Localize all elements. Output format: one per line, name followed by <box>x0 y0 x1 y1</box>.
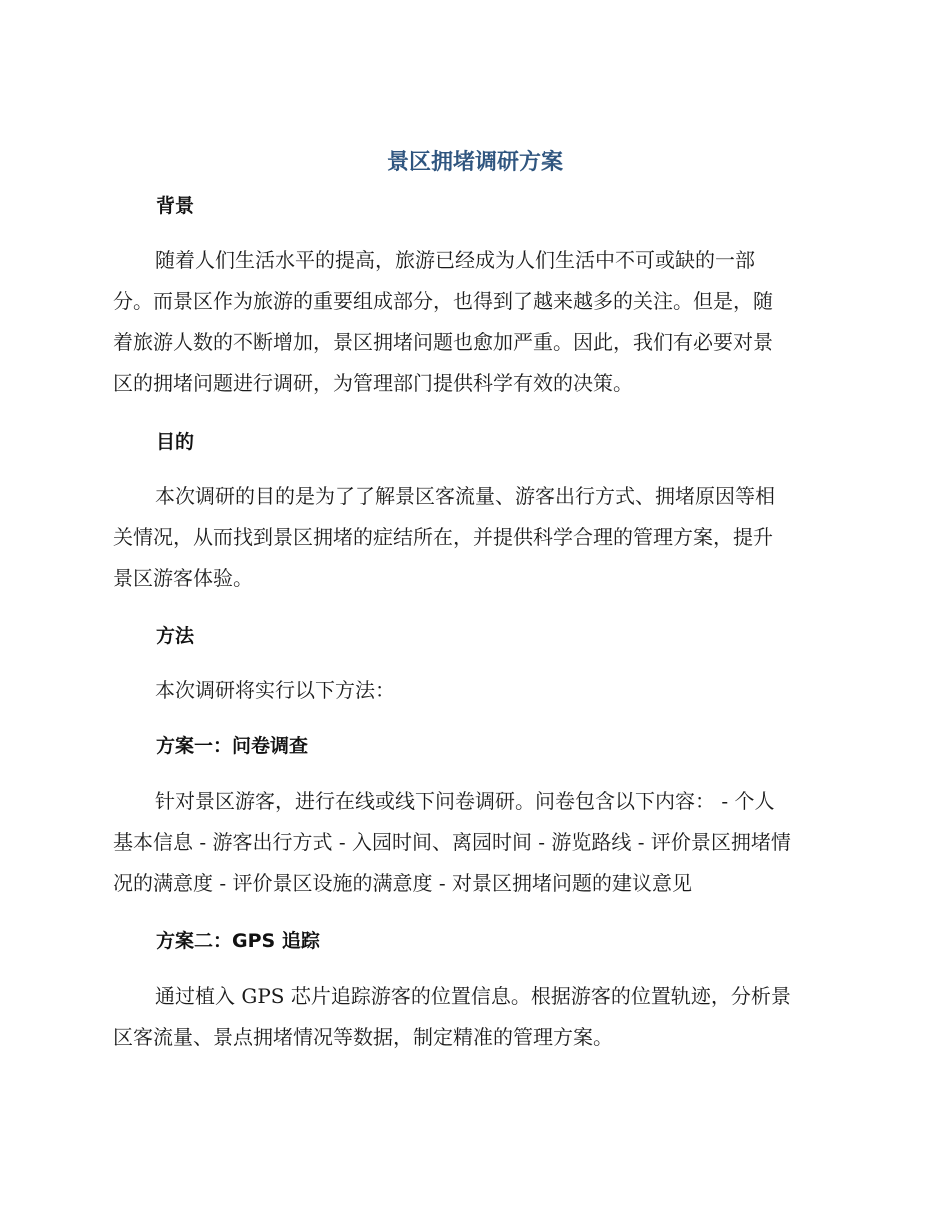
paragraph-purpose <box>113 476 835 599</box>
section-heading-purpose: 目的 <box>156 431 195 453</box>
paragraph-background <box>113 240 835 404</box>
paragraph-line: 本次调研将实行以下方法： <box>155 678 395 702</box>
paragraph-line: 分。而景区作为旅游的重要组成部分，也得到了越来越多的关注。但是，随 <box>113 289 773 313</box>
paragraph-line: 区客流量、景点拥堵情况等数据，制定精准的管理方案。 <box>113 1025 613 1049</box>
document-title: 景区拥堵调研方案 <box>386 150 563 175</box>
paragraph-line: 关情况，从而找到景区拥堵的症结所在，并提供科学合理的管理方案，提升 <box>113 525 773 549</box>
paragraph-line: 区的拥堵问题进行调研，为管理部门提供科学有效的决策。 <box>113 371 633 395</box>
section-heading-background: 背景 <box>156 195 195 217</box>
paragraph-line: 针对景区游客，进行在线或线下问卷调研。问卷包含以下内容： - 个人 <box>155 789 775 813</box>
paragraph-line: 景区游客体验。 <box>113 566 253 590</box>
paragraph-line: 基本信息 - 游客出行方式 - 入园时间、离园时间 - 游览路线 - 评价景区拥堵情 <box>113 830 791 854</box>
paragraph-plan-questionnaire <box>113 781 835 904</box>
paragraph-line: 况的满意度 - 评价景区设施的满意度 - 对景区拥堵问题的建议意见 <box>113 871 692 895</box>
paragraph-line: 随着人们生活水平的提高，旅游已经成为人们生活中不可或缺的一部 <box>155 248 755 272</box>
section-heading-method: 方法 <box>156 625 195 647</box>
paragraph-method-intro <box>113 670 835 711</box>
paragraph-line: 通过植入 GPS 芯片追踪游客的位置信息。根据游客的位置轨迹，分析景 <box>155 984 791 1008</box>
paragraph-plan-gps <box>113 976 835 1058</box>
paragraph-line: 着旅游人数的不断增加，景区拥堵问题也愈加严重。因此，我们有必要对景 <box>113 330 773 354</box>
section-heading-plan-gps: 方案二：GPS 追踪 <box>156 930 320 952</box>
section-heading-plan-questionnaire: 方案一：问卷调查 <box>156 735 309 757</box>
paragraph-line: 本次调研的目的是为了了解景区客流量、游客出行方式、拥堵原因等相 <box>155 484 775 508</box>
